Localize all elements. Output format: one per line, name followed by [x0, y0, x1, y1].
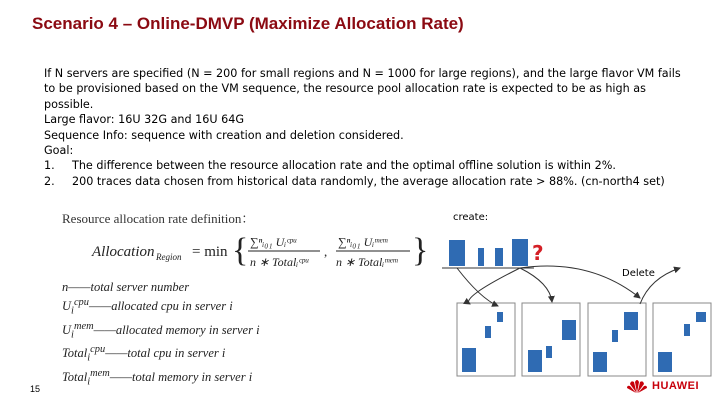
fraction-2-denominator: n ∗ Totalᵢᵐᵉᵐ [336, 255, 398, 269]
vm-in-server [546, 346, 552, 358]
vm-block-small [478, 248, 484, 266]
page-number: 15 [30, 384, 41, 394]
vm-in-server [658, 352, 672, 372]
vm-block-large [449, 240, 465, 266]
goal-number: 2. [44, 174, 55, 188]
legend-symbol: $U_i^{cpu}$ [62, 297, 89, 317]
legend-row-n [62, 280, 260, 295]
legend-text: ——total server number [68, 280, 190, 294]
vm-in-server [485, 326, 491, 338]
legend-row-total-cpu [62, 342, 260, 366]
allocation-formula [92, 226, 429, 274]
arrow-to-server-2 [520, 268, 552, 302]
arrow-delete [640, 268, 680, 304]
paragraph-intro: If N servers are specified (N = 200 for small regions and N = 1000 for large regions), and the large flavor VM fails to be provisioned based on the VM sequence, the resource pool allocation rate is expected to be as high as possible. [44, 67, 681, 111]
goal-item-1 [44, 158, 684, 173]
vm-in-server [684, 324, 690, 336]
legend-row-u-cpu [62, 295, 260, 319]
legend-symbol: Total$_i^{cpu}$ [62, 344, 106, 364]
delete-label: Delete [622, 268, 655, 279]
paragraph-large-flavor: Large flavor: 16U 32G and 16U 64G [44, 113, 245, 127]
goal-text: The difference between the resource allocation rate and the optimal offline solution is within 2%. [72, 159, 616, 173]
formula-lhs: Allocation [92, 244, 155, 260]
right-brace: } [412, 232, 429, 269]
legend-row-u-mem [62, 319, 260, 343]
vm-in-server [624, 312, 638, 330]
formula-subscript: Region [156, 252, 182, 262]
legend-row-total-mem [62, 366, 260, 390]
legend-symbol: n [62, 280, 69, 294]
question-mark: ? [532, 241, 544, 265]
body-text [44, 66, 684, 189]
legend-symbol: Total$_i^{mem}$ [62, 367, 110, 388]
paragraph-sequence-info: Sequence Info: sequence with creation and deletion considered. [44, 128, 404, 142]
arrow-to-server-1 [457, 268, 498, 306]
vm-in-server [696, 312, 706, 322]
vm-block-large [512, 239, 528, 266]
legend-text: ——total cpu in server i [105, 346, 226, 361]
huawei-logo [626, 378, 699, 394]
definition-heading: Resource allocation rate definition： [62, 211, 255, 226]
arrow-to-server-3 [520, 266, 640, 298]
vm-in-server [612, 330, 618, 342]
fraction-1-numerator: ∑ⁿᵢ₀₁ Uᵢᶜᵖᵘ [250, 235, 297, 249]
symbol-legend [62, 280, 260, 390]
brand-name: HUAWEI [652, 380, 699, 392]
vm-block-small [495, 248, 503, 266]
legend-symbol: $U_i^{mem}$ [62, 320, 94, 341]
vm-in-server [497, 312, 503, 322]
formula-min: = min [192, 244, 228, 260]
vm-in-server [593, 352, 607, 372]
paragraph-goal: Goal: [44, 144, 74, 158]
create-label: create: [453, 212, 489, 223]
fraction-2-numerator: ∑ⁿᵢ₀₁ Uᵢᵐᵉᵐ [338, 235, 388, 249]
legend-text: ——allocated memory in server i [93, 322, 260, 337]
legend-text: ——total memory in server i [109, 370, 253, 385]
vm-in-server [528, 350, 542, 372]
legend-text: ——allocated cpu in server i [88, 299, 233, 314]
formula-comma: , [324, 244, 328, 259]
goal-text: 200 traces data chosen from historical data randomly, the average allocation rate > 88%. (cn-north4 set) [72, 174, 665, 188]
slide-title: Scenario 4 – Online-DMVP (Maximize Allocation Rate) [32, 14, 464, 33]
vm-in-server [462, 348, 476, 372]
arrow-to-server-1 [469, 268, 520, 304]
goal-number: 1. [44, 159, 55, 173]
left-brace: { [232, 232, 249, 269]
fraction-1-denominator: n ∗ Totalᵢᶜᵖᵘ [250, 255, 309, 269]
goal-item-2 [44, 174, 684, 189]
huawei-flower-icon [626, 378, 648, 394]
vm-in-server [562, 320, 576, 340]
vm-placement-diagram [440, 228, 720, 378]
